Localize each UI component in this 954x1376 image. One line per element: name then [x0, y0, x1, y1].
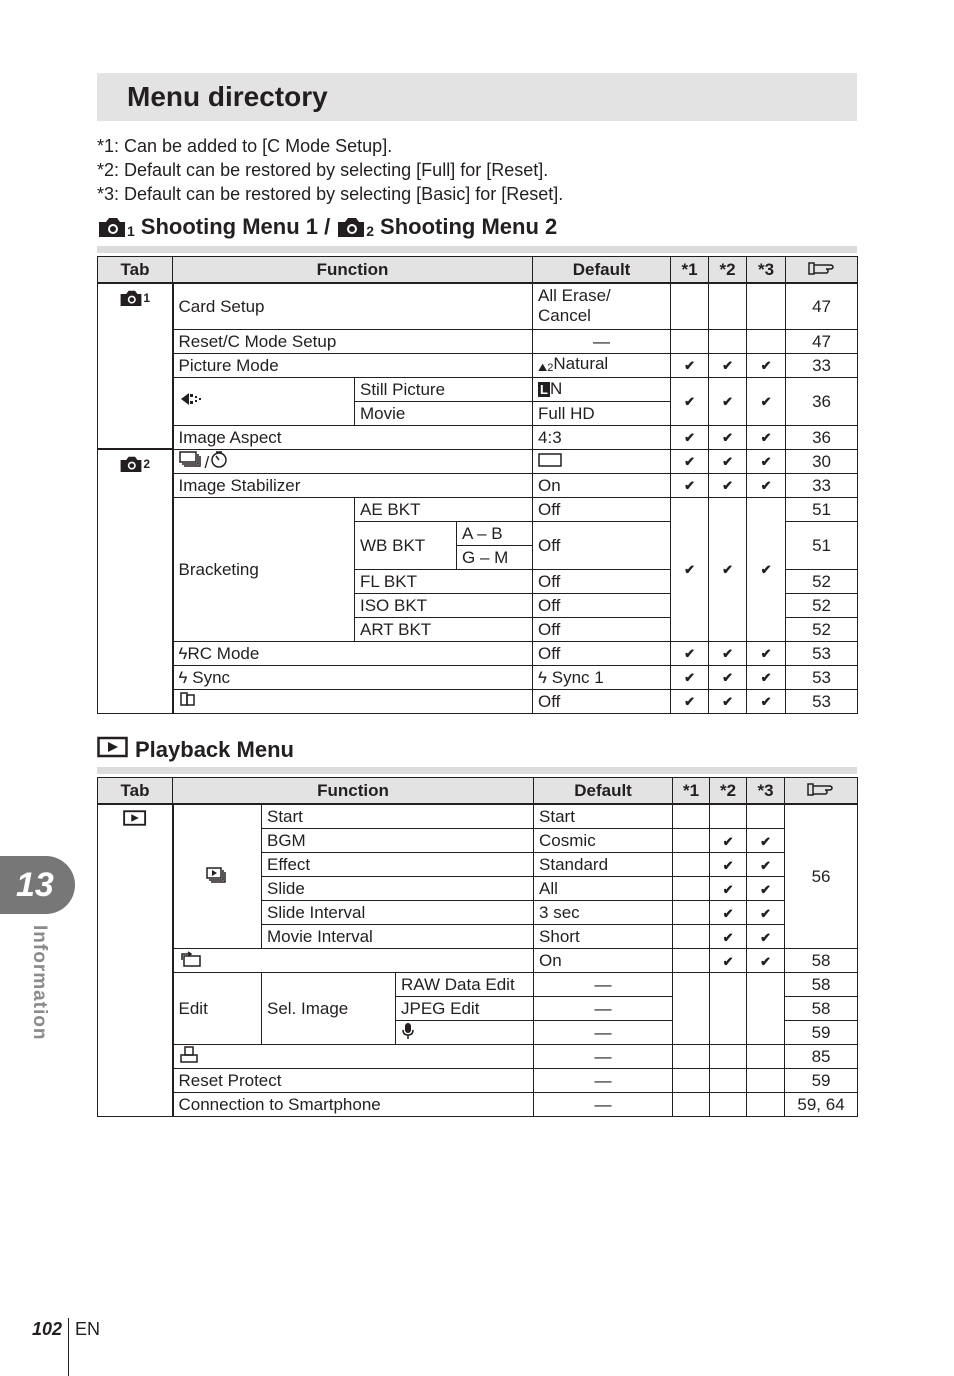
- stabilizer-default: On: [533, 473, 671, 497]
- slideshow-slide-label: Slide: [262, 877, 534, 901]
- note-1: *1: Can be added to [C Mode Setup].: [97, 136, 393, 156]
- slideshow-interval-default: 3 sec: [534, 901, 673, 925]
- flash-icon: ϟ: [178, 667, 193, 687]
- wb-bkt-ab: A – B: [457, 521, 533, 545]
- table-header-row: [98, 778, 858, 805]
- check-icon: ✔: [760, 905, 771, 921]
- card-setup-default-line2: Cancel: [538, 306, 591, 326]
- check-icon: ✔: [722, 562, 733, 577]
- picture-mode-default-text: Natural: [553, 354, 609, 373]
- print-order-page: 85: [785, 1045, 858, 1069]
- header-default: Default: [534, 778, 673, 805]
- art-bkt-default: Off: [533, 617, 671, 641]
- table-row: [98, 1093, 858, 1117]
- table-row: [98, 497, 858, 521]
- large-size-icon: L: [540, 382, 548, 397]
- movie-default: Full HD: [533, 401, 671, 425]
- header-tab: Tab: [98, 778, 173, 805]
- slideshow-movie-interval-default: Short: [534, 925, 673, 949]
- camera-icon: [97, 215, 135, 239]
- stabilizer-page: 33: [786, 473, 858, 497]
- tab-2-subscript: 2: [143, 457, 151, 471]
- image-aspect-page: 36: [786, 425, 858, 449]
- header-star1: *1: [673, 778, 710, 805]
- reset-protect-page: 59: [785, 1069, 858, 1093]
- art-bkt-page: 52: [786, 617, 858, 641]
- table-row: [98, 689, 858, 713]
- jpeg-edit-default: —: [534, 997, 673, 1021]
- anti-shock-label: [173, 689, 533, 713]
- drive-mode-label: [173, 449, 533, 473]
- playback-icon: [97, 735, 129, 765]
- slideshow-interval-label: Slide Interval: [262, 901, 534, 925]
- natural-picture-mode-icon: ⛰2: [538, 362, 554, 374]
- rotate-default: On: [534, 949, 673, 973]
- raw-edit-page: 58: [785, 973, 858, 997]
- reset-mode-default: —: [533, 329, 671, 353]
- header-tab: Tab: [98, 257, 173, 284]
- header-default: Default: [533, 257, 671, 284]
- page-reference-icon: [785, 778, 858, 805]
- self-timer-icon: [209, 453, 229, 472]
- reset-mode-label: Reset/C Mode Setup: [173, 329, 533, 353]
- reset-protect-default: —: [534, 1069, 673, 1093]
- check-icon: ✔: [760, 646, 772, 661]
- table-row: [98, 1045, 858, 1069]
- check-icon: ✔: [684, 478, 695, 493]
- flash-icon: ϟ: [178, 643, 188, 663]
- tab-playback: [98, 804, 173, 1117]
- shooting-menu-1-label: Shooting Menu 1 /: [140, 214, 331, 239]
- slideshow-effect-default: Standard: [534, 853, 673, 877]
- ae-bkt-label: AE BKT: [355, 497, 533, 521]
- check-icon: ✔: [760, 857, 771, 873]
- still-picture-default-text: N: [549, 379, 563, 398]
- slideshow-start-default: Start: [534, 804, 673, 829]
- fl-bkt-page: 52: [786, 569, 858, 593]
- playback-icon: [122, 812, 148, 831]
- check-icon: ✔: [684, 670, 695, 685]
- slideshow-slide-default: All: [534, 877, 673, 901]
- check-icon: ✔: [760, 562, 772, 577]
- voice-memo-default: —: [534, 1021, 673, 1045]
- still-picture-default: [533, 377, 671, 401]
- page-title: Menu directory: [127, 81, 328, 112]
- playback-menu-table: [97, 777, 858, 1117]
- table-row: [98, 641, 858, 665]
- rotate-icon: [179, 953, 203, 972]
- check-icon: ✔: [760, 694, 772, 709]
- header-star1: *1: [671, 257, 709, 284]
- note-2: *2: Default can be restored by selecting [Full] for [Reset].: [97, 160, 549, 180]
- image-aspect-label: Image Aspect: [173, 425, 533, 449]
- table-row: [98, 1069, 858, 1093]
- rc-mode-label: [173, 641, 533, 665]
- chapter-tab: [0, 856, 75, 914]
- check-icon: ✔: [684, 562, 695, 577]
- language-code: EN: [75, 1318, 101, 1339]
- header-star3: *3: [747, 778, 785, 805]
- jpeg-edit-page: 58: [785, 997, 858, 1021]
- iso-bkt-page: 52: [786, 593, 858, 617]
- wb-bkt-label: WB BKT: [355, 521, 457, 569]
- table-row: [98, 425, 858, 449]
- flash-sync-default: [533, 665, 671, 689]
- note-3: *3: Default can be restored by selecting [Basic] for [Reset].: [97, 184, 564, 204]
- card-setup-label: Card Setup: [173, 283, 533, 329]
- smartphone-default: —: [534, 1093, 673, 1117]
- print-order-label: [173, 1045, 534, 1069]
- table-row: [98, 665, 858, 689]
- shooting-menu-table: [97, 256, 858, 714]
- page-reference-icon: [786, 257, 858, 284]
- table-row: [98, 329, 858, 353]
- table-row: [98, 283, 858, 329]
- playback-menu-label: Playback Menu: [135, 737, 294, 762]
- check-icon: ✔: [760, 833, 771, 849]
- anti-shock-page: 53: [786, 689, 858, 713]
- iso-bkt-label: ISO BKT: [355, 593, 533, 617]
- table-row: [98, 377, 858, 401]
- picture-mode-label: Picture Mode: [173, 353, 533, 377]
- camera-icon: [119, 454, 150, 474]
- jpeg-edit-label: JPEG Edit: [396, 997, 534, 1021]
- card-setup-page: 47: [786, 283, 858, 329]
- check-icon: ✔: [760, 670, 772, 685]
- check-icon: ✔: [760, 358, 772, 373]
- check-icon: ✔: [722, 670, 733, 685]
- wb-bkt-gm: G – M: [457, 545, 533, 569]
- picture-mode-page: 33: [786, 353, 858, 377]
- header-star2: *2: [710, 778, 747, 805]
- slideshow-effect-label: Effect: [262, 853, 534, 877]
- drive-mode-default: [533, 449, 671, 473]
- chapter-label: Information: [29, 925, 50, 1041]
- slideshow-icon: [173, 804, 262, 949]
- still-picture-label: Still Picture: [355, 377, 533, 401]
- iso-bkt-default: Off: [533, 593, 671, 617]
- check-icon: ✔: [684, 646, 695, 661]
- image-quality-icon: [173, 377, 355, 425]
- check-icon: ✔: [684, 430, 695, 445]
- rotate-page: 58: [785, 949, 858, 973]
- bracketing-label: Bracketing: [173, 497, 355, 641]
- page-footer: [32, 1300, 100, 1358]
- table-row: [98, 949, 858, 973]
- edit-label: Edit: [173, 973, 262, 1045]
- picture-mode-default: [533, 353, 671, 377]
- slideshow-page: 56: [785, 804, 858, 949]
- check-icon: ✔: [722, 833, 734, 849]
- flash-icon: ϟ: [538, 667, 552, 687]
- flash-sync-page: 53: [786, 665, 858, 689]
- image-aspect-default: 4:3: [533, 425, 671, 449]
- drive-separator: /: [204, 453, 210, 472]
- reset-mode-page: 47: [786, 329, 858, 353]
- header-star3: *3: [747, 257, 786, 284]
- menu-1-subscript: 1: [127, 223, 135, 239]
- tab-shooting-2: [98, 449, 173, 713]
- table-header-row: [98, 257, 858, 284]
- table-row: [98, 473, 858, 497]
- card-setup-default-line1: All Erase/: [538, 286, 611, 306]
- check-icon: ✔: [722, 881, 734, 897]
- art-bkt-label: ART BKT: [355, 617, 533, 641]
- table-row: [98, 449, 858, 473]
- slideshow-bgm-default: Cosmic: [534, 829, 673, 853]
- chapter-label-container: [26, 925, 56, 1045]
- check-icon: ✔: [722, 430, 733, 445]
- playback-menu-heading: [97, 735, 857, 774]
- voice-memo-page: 59: [785, 1021, 858, 1045]
- tab-shooting-1: [98, 283, 173, 449]
- rc-mode-page: 53: [786, 641, 858, 665]
- check-icon: ✔: [722, 358, 733, 373]
- movie-label: Movie: [355, 401, 533, 425]
- card-setup-default: [533, 283, 671, 329]
- camera-icon: [119, 288, 150, 308]
- check-icon: ✔: [760, 430, 772, 445]
- check-icon: ✔: [722, 394, 733, 409]
- flash-sync-text: Sync: [192, 667, 231, 687]
- fl-bkt-label: FL BKT: [355, 569, 533, 593]
- slideshow-bgm-label: BGM: [262, 829, 534, 853]
- check-icon: ✔: [722, 905, 734, 921]
- ae-bkt-page: 51: [786, 497, 858, 521]
- shooting-menu-2-label: Shooting Menu 2: [380, 214, 558, 239]
- voice-memo-label: [396, 1021, 534, 1045]
- wb-bkt-default: Off: [533, 521, 671, 569]
- raw-edit-label: RAW Data Edit: [396, 973, 534, 997]
- wb-bkt-page: 51: [786, 521, 858, 569]
- print-order-icon: [179, 1049, 201, 1068]
- tab-1-subscript: 1: [143, 291, 151, 305]
- anti-shock-default: Off: [533, 689, 671, 713]
- check-icon: ✔: [760, 953, 771, 969]
- check-icon: ✔: [760, 929, 771, 945]
- check-icon: ✔: [684, 694, 695, 709]
- rc-mode-default: Off: [533, 641, 671, 665]
- header-star2: *2: [709, 257, 747, 284]
- flash-sync-label: [173, 665, 533, 689]
- sel-image-label: Sel. Image: [262, 973, 396, 1045]
- check-icon: ✔: [760, 394, 772, 409]
- check-icon: ✔: [760, 454, 772, 469]
- slideshow-movie-interval-label: Movie Interval: [262, 925, 534, 949]
- ae-bkt-default: Off: [533, 497, 671, 521]
- header-function: Function: [173, 778, 534, 805]
- flash-sync-default-text: Sync 1: [551, 667, 604, 687]
- check-icon: ✔: [722, 929, 734, 945]
- title-band: [97, 73, 857, 121]
- page-number: 102: [32, 1318, 63, 1339]
- table-row: [98, 804, 858, 829]
- check-icon: ✔: [722, 953, 734, 969]
- check-icon: ✔: [722, 694, 733, 709]
- menu-2-subscript: 2: [366, 223, 375, 239]
- check-icon: ✔: [722, 478, 733, 493]
- drive-mode-page: 30: [786, 449, 858, 473]
- rc-mode-text: RC Mode: [187, 643, 260, 663]
- check-icon: ✔: [722, 857, 734, 873]
- check-icon: ✔: [722, 454, 733, 469]
- anti-shock-icon: [179, 692, 197, 711]
- check-icon: ✔: [760, 478, 772, 493]
- smartphone-label: Connection to Smartphone: [173, 1093, 534, 1117]
- natural-picture-mode-number: 2: [547, 362, 554, 374]
- single-frame-icon: [538, 452, 564, 471]
- header-function: Function: [173, 257, 533, 284]
- stabilizer-label: Image Stabilizer: [173, 473, 533, 497]
- check-icon: ✔: [684, 454, 695, 469]
- fl-bkt-default: Off: [533, 569, 671, 593]
- reset-protect-label: Reset Protect: [173, 1069, 534, 1093]
- print-order-default: —: [534, 1045, 673, 1069]
- sequential-shooting-icon: [179, 453, 205, 472]
- table-row: [98, 973, 858, 997]
- check-icon: ✔: [722, 646, 733, 661]
- shooting-menu-heading: [97, 214, 857, 253]
- check-icon: ✔: [760, 881, 771, 897]
- microphone-icon: [401, 1025, 415, 1044]
- rotate-label: [173, 949, 534, 973]
- image-quality-page: 36: [786, 377, 858, 425]
- footer-divider: [68, 1318, 69, 1376]
- smartphone-page: 59, 64: [785, 1093, 858, 1117]
- raw-edit-default: —: [534, 973, 673, 997]
- slideshow-start-label: Start: [262, 804, 534, 829]
- table-row: [98, 353, 858, 377]
- camera-icon: [336, 215, 374, 239]
- chapter-number: 13: [16, 866, 54, 904]
- check-icon: ✔: [684, 394, 695, 409]
- check-icon: ✔: [684, 358, 695, 373]
- footnotes: [97, 134, 563, 206]
